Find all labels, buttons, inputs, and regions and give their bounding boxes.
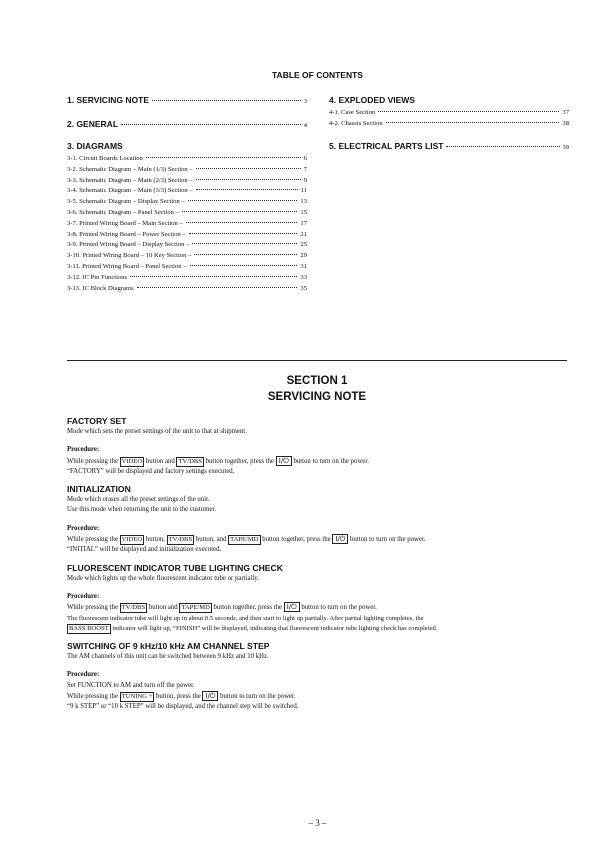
- power-button-key: I/⏻: [284, 602, 300, 612]
- toc-entry-diagrams: [67, 141, 307, 155]
- section-divider: [67, 360, 567, 361]
- text: button to turn on the power.: [291, 457, 369, 465]
- initialization-heading: INITIALIZATION: [67, 484, 131, 495]
- toc-entry-exploded-views: [329, 95, 569, 109]
- toc-title: TABLE OF CONTENTS: [272, 70, 363, 80]
- toc-item[interactable]: [67, 252, 307, 263]
- text: button, and: [194, 536, 229, 544]
- toc-leader: [196, 189, 298, 190]
- toc-leader: [386, 122, 560, 123]
- toc-item[interactable]: [67, 198, 307, 209]
- toc-leader: [182, 211, 298, 212]
- fl-check-procedure-label: Procedure:: [67, 592, 100, 600]
- toc-item-page: 25: [300, 241, 307, 249]
- fl-check-procedure: [67, 602, 569, 613]
- toc-leader: [146, 157, 301, 158]
- toc-label: 5. ELECTRICAL PARTS LIST: [329, 140, 444, 151]
- text: button to turn on the power.: [299, 604, 377, 612]
- toc-item-label: 3-8. Printed Wiring Board – Power Section –: [67, 230, 186, 238]
- fl-check-result: [67, 624, 569, 634]
- text: While pressing the: [67, 457, 120, 465]
- toc-leader: [194, 254, 297, 255]
- toc-leader: [121, 124, 301, 125]
- toc-leader: [190, 265, 298, 266]
- text: button and: [144, 457, 177, 465]
- toc-page: 4: [303, 122, 307, 129]
- toc-item[interactable]: [67, 220, 307, 231]
- toc-item-label: 4-2. Chassis Section: [329, 119, 383, 127]
- text: While pressing the: [67, 693, 120, 701]
- toc-item-page: 37: [562, 109, 569, 116]
- toc-entry-electrical-parts-list[interactable]: [329, 141, 569, 155]
- text: button, press the: [154, 693, 203, 701]
- toc-right-items: [329, 109, 569, 131]
- toc-label: 4. EXPLODED VIEWS: [329, 95, 415, 105]
- toc-left-column: [67, 95, 307, 295]
- toc-item-label: 3-7. Printed Wiring Board – Main Section –: [67, 219, 183, 227]
- factory-set-heading: FACTORY SET: [67, 416, 127, 426]
- tv-dbs-button-key: TV/DBS: [168, 536, 193, 544]
- initialization-procedure: [67, 534, 569, 545]
- factory-set-description: Mode which sets the preset settings of the unit to that at shipment.: [67, 428, 247, 435]
- toc-item-page: 9: [303, 176, 307, 184]
- toc-item-label: 3-3. Schematic Diagram – Main (2/3) Section –: [67, 176, 193, 184]
- text: button together, press the: [260, 536, 333, 544]
- text: button together, press the: [203, 457, 276, 465]
- toc-leader: [196, 179, 301, 180]
- factory-set-procedure-label: Procedure:: [67, 446, 100, 454]
- toc-item-label: 3-1. Circuit Boards Location: [67, 155, 143, 162]
- toc-item-page: 21: [300, 230, 307, 238]
- toc-leader: [189, 233, 298, 234]
- toc-item-label: 3-6. Schematic Diagram – Panel Section –: [67, 208, 179, 216]
- text: button and: [147, 604, 180, 612]
- toc-item[interactable]: [67, 155, 307, 166]
- toc-leader: [137, 287, 298, 288]
- toc-page: 39: [562, 143, 569, 151]
- am-step-procedure: [67, 691, 569, 702]
- tape-md-button-key: TAPE/MD: [230, 536, 259, 544]
- tv-dbs-button-key: TV/DBS: [121, 604, 146, 612]
- section-title: SERVICING NOTE: [267, 391, 367, 403]
- toc-right-column: [329, 95, 569, 155]
- toc-item[interactable]: [67, 241, 307, 252]
- am-step-procedure-label: Procedure:: [67, 671, 100, 679]
- video-button-key: VIDEO: [121, 457, 143, 465]
- toc-item[interactable]: [329, 120, 569, 131]
- text: button to turn on the power.: [348, 536, 426, 544]
- toc-page: 3: [303, 98, 307, 105]
- text: While pressing the: [67, 604, 120, 612]
- toc-item[interactable]: [329, 109, 569, 120]
- factory-set-result: “FACTORY” will be displayed and factory settings executed.: [67, 467, 235, 475]
- toc-item-page: 11: [300, 187, 307, 195]
- toc-left-items: [67, 155, 307, 295]
- text: While pressing the: [67, 536, 120, 544]
- tape-md-button-key: TAPE/MD: [181, 604, 210, 612]
- initialization-description: Use this mode when returning the unit to the customer.: [67, 506, 217, 514]
- am-step-description: The AM channels of this unit can be switched between 9 kHz and 10 kHz.: [67, 653, 269, 661]
- toc-item-page: 35: [300, 284, 307, 292]
- text: button,: [144, 536, 167, 544]
- toc-item-label: 4-1. Case Section: [329, 109, 376, 116]
- am-step-heading: SWITCHING OF 9 kHz/10 kHz AM CHANNEL STEP: [67, 641, 270, 652]
- toc-item-label: 3-12. IC Pin Functions: [67, 273, 128, 281]
- toc-item[interactable]: [67, 187, 307, 198]
- toc-item-page: 17: [300, 219, 307, 227]
- toc-item[interactable]: [67, 166, 307, 177]
- toc-item-page: 38: [562, 119, 569, 127]
- toc-item-label: 3-13. IC Block Diagrams: [67, 284, 134, 292]
- toc-leader: [196, 168, 301, 169]
- toc-item-label: 3-9. Printed Wiring Board – Display Section –: [67, 241, 190, 249]
- toc-item-page: 29: [300, 252, 307, 260]
- am-step-result: “9 k STEP” or “10 k STEP” will be displayed, and the channel step will be switched.: [67, 703, 299, 711]
- initialization-procedure-label: Procedure:: [67, 524, 100, 532]
- toc-item-page: 13: [300, 198, 307, 206]
- toc-item-page: 6: [303, 155, 307, 162]
- section-body: [67, 416, 569, 713]
- toc-item[interactable]: [67, 274, 307, 285]
- toc-item[interactable]: [67, 231, 307, 242]
- toc-label: 3. DIAGRAMS: [67, 141, 123, 151]
- toc-item-label: 3-2. Schematic Diagram – Main (1/3) Section –: [67, 165, 193, 173]
- toc-leader: [378, 111, 559, 112]
- toc-item[interactable]: [67, 177, 307, 188]
- fl-check-detail: The fluorescent indicator tube will light up in about 0.5 seconds, and then start to light up partially. After partial lighting completes, the: [67, 614, 424, 622]
- text: button together, press the: [211, 604, 284, 612]
- am-step-instruction: Set FUNCTION to AM and turn off the power.: [67, 681, 195, 689]
- fl-check-description: Mode which lights up the whole fluorescent indicator tube or partially.: [67, 574, 259, 582]
- initialization-result: “INITIAL” will be displayed and initialization executed.: [67, 546, 222, 554]
- text: button to turn on the power.: [218, 693, 296, 701]
- power-button-key: I/⏻: [202, 691, 218, 701]
- fl-check-heading: FLUORESCENT INDICATOR TUBE LIGHTING CHECK: [67, 562, 283, 573]
- text: indicator will light up, “FINISH” will be displayed, indicating that fluorescent indicator tube lighting check has completed.: [110, 624, 438, 632]
- toc-item[interactable]: [67, 285, 307, 296]
- power-button-key: I/⏻: [332, 534, 348, 544]
- power-button-key: I/⏻: [276, 456, 292, 466]
- tuning-plus-button-key: TUNING +: [121, 693, 153, 701]
- tv-dbs-button-key: TV/DBS: [178, 457, 202, 465]
- initialization-description: Mode which erases all the preset settings of the unit.: [67, 496, 210, 504]
- toc-leader: [186, 222, 298, 223]
- toc-leader: [188, 200, 298, 201]
- toc-item-label: 3-4. Schematic Diagram – Main (3/3) Section –: [67, 187, 193, 195]
- toc-label: 1. SERVICING NOTE: [67, 95, 150, 105]
- toc-entry-servicing-note[interactable]: [67, 95, 307, 109]
- toc-item-page: 31: [300, 262, 307, 270]
- toc-item-page: 7: [303, 165, 307, 173]
- toc-item[interactable]: [67, 209, 307, 220]
- toc-leader: [446, 146, 559, 147]
- toc-label: 2. GENERAL: [67, 119, 119, 129]
- video-button-key: VIDEO: [121, 536, 143, 544]
- toc-item-label: 3-5. Schematic Diagram – Display Section –: [67, 198, 185, 206]
- toc-item-page: 15: [300, 208, 307, 216]
- toc-leader: [152, 100, 301, 101]
- toc-leader: [192, 243, 297, 244]
- toc-item-label: 3-10. Printed Wiring Board – 10 Key Section –: [67, 252, 192, 260]
- bass-boost-indicator-key: BASS BOOST: [69, 624, 109, 632]
- toc-entry-general[interactable]: [67, 119, 307, 133]
- toc-leader: [130, 276, 297, 277]
- section-number: SECTION 1: [286, 375, 348, 387]
- page-number: – 3 –: [308, 818, 327, 828]
- factory-set-procedure: [67, 456, 569, 467]
- toc-item-page: 33: [300, 273, 307, 281]
- toc-item-label: 3-11. Printed Wiring Board – Panel Section –: [67, 262, 187, 270]
- toc-item[interactable]: [67, 263, 307, 274]
